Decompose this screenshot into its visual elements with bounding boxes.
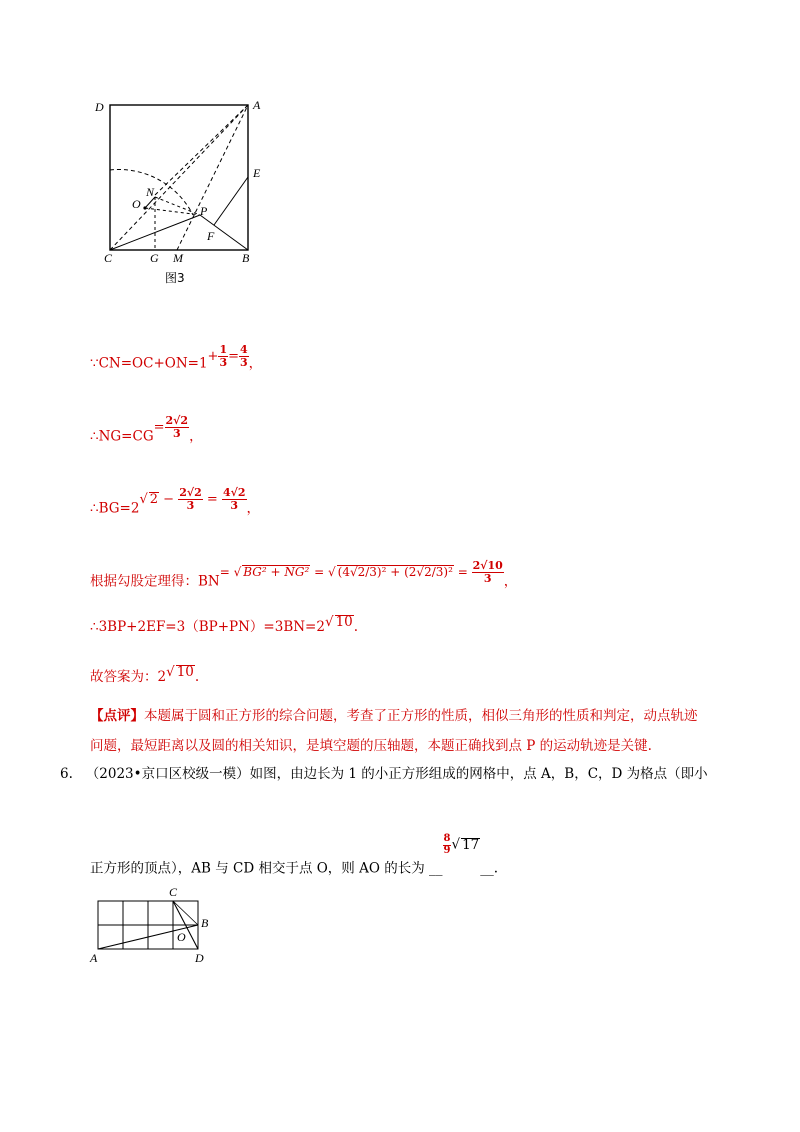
line5-end: .	[353, 619, 359, 635]
line3-frac2-den: 3	[230, 498, 239, 512]
dashed-na	[155, 105, 248, 195]
line4-frac-num: 2√10	[472, 559, 503, 572]
line4-eq3: =	[457, 564, 468, 579]
grid-label-c: C	[169, 885, 178, 899]
line1-end: ，	[248, 355, 263, 372]
label-c: C	[104, 251, 113, 265]
line3-frac1-den: 3	[186, 498, 195, 512]
line3-frac1-num: 2√2	[179, 486, 202, 499]
line4-prefix: 根据勾股定理得：BN	[90, 573, 220, 590]
line2-frac-den: 3	[172, 426, 181, 440]
comment-text-2: 问题，最短距离以及圆的相关知识，是填空题的压轴题，本题正确找到点 P 的运动轨迹是关键.	[90, 738, 652, 754]
question-text-1: （2023•京口区校级一模）如图，由边长为 1 的小正方形组成的网格中，点 A，B，C，D 为格点（即小	[85, 766, 708, 782]
line4-root1: BG² + NG²	[243, 564, 310, 579]
question-6-line-1	[60, 768, 708, 782]
comment-line-2	[90, 740, 652, 754]
line-cp	[110, 215, 200, 250]
line1-frac2-den: 3	[240, 355, 248, 369]
grid-label-a: A	[90, 951, 98, 965]
grid-label-b: B	[201, 916, 209, 930]
square-circle-figure	[90, 95, 280, 295]
figure-caption: 图3	[165, 271, 185, 285]
answer-end: .	[194, 669, 200, 685]
comment-tag: 【点评】	[90, 708, 144, 724]
point-o	[143, 206, 146, 209]
label-o: O	[132, 197, 141, 211]
solution-line-4: 根据勾股定理得：BN= √ BG² + NG² = √ (4√2/3)² + (2√2/3)² = $\frac{2√10}{3}$ ，	[90, 559, 518, 590]
label-n: N	[146, 185, 155, 199]
line1-eq: =	[228, 348, 240, 364]
line4-end: ，	[503, 573, 518, 590]
label-m: M	[173, 251, 183, 265]
line4-root2: (4√2/3)² + (2√2/3)²	[337, 564, 453, 579]
solution-line-1	[90, 343, 263, 376]
line3-eq: =	[206, 491, 218, 507]
question-6-line-2: 正方形的顶点），AB 与 CD 相交于点 O，则 AO 的长为 __ $\frac{8}{9}$ √ 17__.	[90, 833, 499, 877]
solution-line-3: ∴BG=2√ 2 − $\frac{2√2}{3}$ = $\frac{4√2}{3}$ ，	[90, 486, 260, 517]
dashed-ca	[110, 105, 248, 250]
comment-line-1	[90, 710, 698, 724]
line3-prefix: ∴BG=2	[90, 500, 140, 517]
line3-root: 2	[149, 491, 159, 507]
line1-frac2-num: 4	[240, 343, 248, 356]
answer-line: 故答案为：2√ 10.	[90, 664, 200, 685]
grid-figure	[88, 883, 218, 968]
label-a: A	[253, 98, 261, 112]
line-fe	[214, 177, 248, 225]
dashed-op	[145, 208, 200, 215]
grid-label-o: O	[177, 930, 186, 944]
label-b: B	[242, 251, 250, 265]
q6-answer-den: 9	[443, 844, 451, 856]
answer-root: 10	[176, 664, 194, 680]
line2-eq: =	[153, 419, 165, 435]
line2-end: ，	[189, 428, 203, 445]
line5-text: ∴3BP+2EF=3（BP+PN）=3BN=2	[90, 619, 325, 635]
line2-prefix: ∴NG=CG	[90, 428, 154, 445]
label-e: E	[253, 166, 261, 180]
label-g: G	[150, 251, 159, 265]
question-text-2: 正方形的顶点），AB 与 CD 相交于点 O，则 AO 的长为	[90, 860, 425, 877]
line2-frac-num: 2√2	[165, 414, 189, 427]
q6-answer-num: 8	[443, 833, 451, 844]
line4-frac-den: 3	[483, 571, 492, 585]
answer-text: 故答案为：2	[90, 669, 167, 685]
q6-answer-root: 17	[462, 836, 480, 853]
question-number: 6.	[60, 766, 73, 782]
line1-plus: +	[207, 348, 219, 364]
label-f: F	[207, 229, 215, 243]
line4-eq2: =	[314, 564, 325, 579]
line3-frac2-num: 4√2	[222, 486, 246, 499]
solution-line-5: ∴3BP+2EF=3（BP+PN）=3BN=2√ 10.	[90, 614, 359, 635]
line5-root: 10	[335, 614, 353, 630]
answer-blank-left: __	[429, 860, 443, 877]
grid-label-d: D	[195, 951, 204, 965]
segment-cb	[173, 901, 198, 925]
label-d: D	[95, 100, 104, 114]
line1-frac1-num: 1	[219, 343, 228, 356]
solution-line-2	[90, 414, 203, 449]
line1-prefix: ∵CN=OC+ON=1	[90, 355, 208, 372]
line3-minus: −	[163, 491, 175, 507]
label-p: P	[200, 204, 208, 218]
line4-eq1: =	[219, 564, 230, 579]
comment-text-1: 本题属于圆和正方形的综合问题，考查了正方形的性质，相似三角形的性质和判定，动点轨迹	[144, 708, 698, 724]
line1-frac1-den: 3	[219, 355, 228, 369]
answer-blank-right: __.	[480, 860, 499, 877]
line3-end: ，	[246, 500, 260, 517]
